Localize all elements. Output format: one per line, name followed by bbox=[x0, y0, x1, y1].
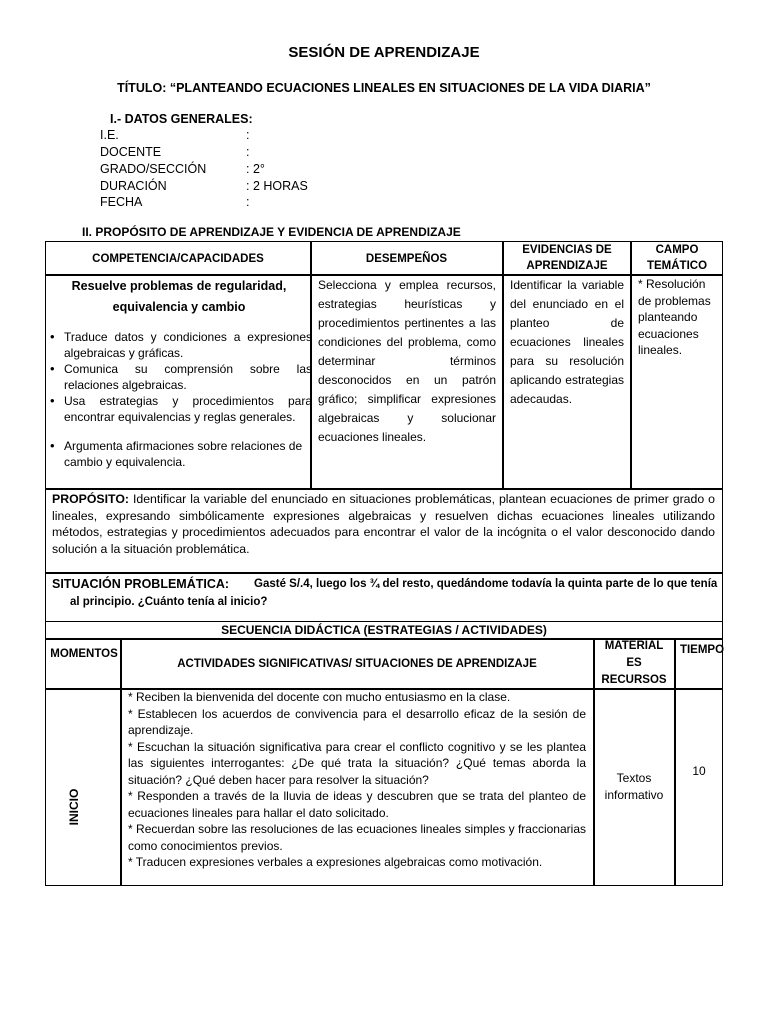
capacidad-item: • Traduce datos y condiciones a expresiones algebraicas y gráficas. bbox=[64, 329, 312, 361]
general-value: : 2 HORAS bbox=[246, 179, 308, 193]
capacidad-item: • Argumenta afirmaciones sobre relaciones de cambio y equivalencia. bbox=[64, 438, 312, 470]
session-subtitle: TÍTULO: “PLANTEANDO ECUACIONES LINEALES EN SITUACIONES DE LA VIDA DIARIA” bbox=[117, 81, 651, 95]
header-momentos: MOMENTOS bbox=[50, 648, 118, 660]
evidencia-text: Identificar la variable del enunciado en el planteo de ecuaciones lineales para su resolución aplicando estrategias adecaudas. bbox=[510, 278, 624, 406]
general-label: FECHA bbox=[100, 195, 143, 209]
capacidades-list bbox=[46, 329, 312, 470]
capacidad-item: • Usa estrategias y procedimientos para encontrar equivalencias y reglas generales. bbox=[64, 393, 312, 425]
general-label: DURACIÓN bbox=[100, 179, 167, 193]
tiempo-inicio: 10 bbox=[692, 764, 706, 778]
momento-inicio: INICIO bbox=[67, 788, 81, 826]
inicio-activities bbox=[128, 689, 586, 871]
table-divider bbox=[502, 241, 504, 489]
header-tiempo: TIEMPO bbox=[679, 644, 725, 656]
proposito-paragraph bbox=[52, 491, 715, 557]
campo-tematico-text: * Resolución de problemas planteando ecuaciones lineales. bbox=[638, 277, 711, 357]
situacion-text: Gasté S/.4, luego los ¾ del resto, quedándome todavía la quinta parte de lo que tenía al principio. ¿Cuánto tenía al inicio? bbox=[70, 578, 718, 608]
page-title: SESIÓN DE APRENDIZAJE bbox=[288, 44, 480, 61]
header-desempenos: DESEMPEÑOS bbox=[365, 253, 448, 265]
activity-item: * Recuerdan sobre las resoluciones de las ecuaciones lineales simples y fraccionarias como conocimientos previos. bbox=[128, 822, 586, 853]
header-material: MATERIAL ES RECURSOS bbox=[601, 640, 667, 686]
header-actividades: ACTIVIDADES SIGNIFICATIVAS/ SITUACIONES DE APRENDIZAJE bbox=[177, 658, 537, 670]
general-label: I.E. bbox=[100, 128, 119, 142]
general-value: : bbox=[246, 195, 250, 209]
table-divider bbox=[120, 638, 122, 886]
material-inicio: Textos informativo bbox=[604, 771, 664, 802]
secuencia-heading: SECUENCIA DIDÁCTICA (ESTRATEGIAS / ACTIVIDADES) bbox=[221, 623, 547, 637]
activity-item: * Traducen expresiones verbales a expresiones algebraicas como motivación. bbox=[128, 855, 543, 869]
situacion-label: SITUACIÓN PROBLEMÁTICA: bbox=[52, 577, 230, 591]
general-label: GRADO/SECCIÓN bbox=[100, 162, 207, 176]
proposito-text: Identificar la variable del enunciado en situaciones problemáticas, plantean ecuaciones de primer grado o lineales, expresando simbólicamente expresiones algebraicas y resuelven dichas ecuaciones lineales utilizando métodos, estrategias y procedimientos adecuados para encontrar el valor de la incógnita o el valor desconocido dando solución a la situación problemática. bbox=[52, 492, 715, 556]
general-value: : bbox=[246, 145, 250, 159]
activity-item: * Reciben la bienvenida del docente con mucho entusiasmo en la clase. bbox=[128, 690, 511, 704]
table-divider bbox=[593, 638, 595, 886]
header-campo: CAMPO TEMÁTICO bbox=[646, 244, 708, 272]
header-competencia: COMPETENCIA/CAPACIDADES bbox=[92, 253, 264, 265]
general-value: : 2° bbox=[246, 162, 265, 176]
table-divider bbox=[45, 488, 723, 490]
table-divider bbox=[45, 572, 723, 574]
activity-item: * Responden a través de la lluvia de ideas y descubren que se trata del planteo de ecuaciones lineales para hallar el dato solicitado. bbox=[128, 789, 586, 820]
general-label: DOCENTE bbox=[100, 145, 162, 159]
activity-item: * Establecen los acuerdos de convivencia para el desarrollo eficaz de la sesión de aprendizaje. bbox=[128, 706, 586, 737]
desempeno-text: Selecciona y emplea recursos, estrategias heurísticas y procedimientos pertinentes a las condiciones del problema, como determinar términos desconocidos en un patrón gráfico; simplificar expresiones algebraicas y solucionar ecuaciones lineales. bbox=[318, 278, 496, 444]
table-divider bbox=[630, 241, 632, 489]
proposito-label: PROPÓSITO: bbox=[52, 492, 129, 506]
header-evidencias: EVIDENCIAS DE APRENDIZAJE bbox=[522, 244, 612, 272]
section2-heading: II. PROPÓSITO DE APRENDIZAJE Y EVIDENCIA DE APRENDIZAJE bbox=[82, 225, 461, 239]
activity-item: * Escuchan la situación significativa para crear el conflicto cognitivo y se les plantea las siguientes interrogantes: ¿De qué trata la situación? ¿Qué temas aborda la situación? ¿Qué deben hacer para resolver la situación? bbox=[128, 739, 586, 787]
general-data-heading: I.- DATOS GENERALES: bbox=[110, 112, 253, 126]
competencia-title: Resuelve problemas de regularidad, equivalencia y cambio bbox=[71, 279, 287, 314]
general-value: : bbox=[246, 128, 250, 142]
capacidad-item: • Comunica su comprensión sobre las relaciones algebraicas. bbox=[64, 361, 312, 393]
